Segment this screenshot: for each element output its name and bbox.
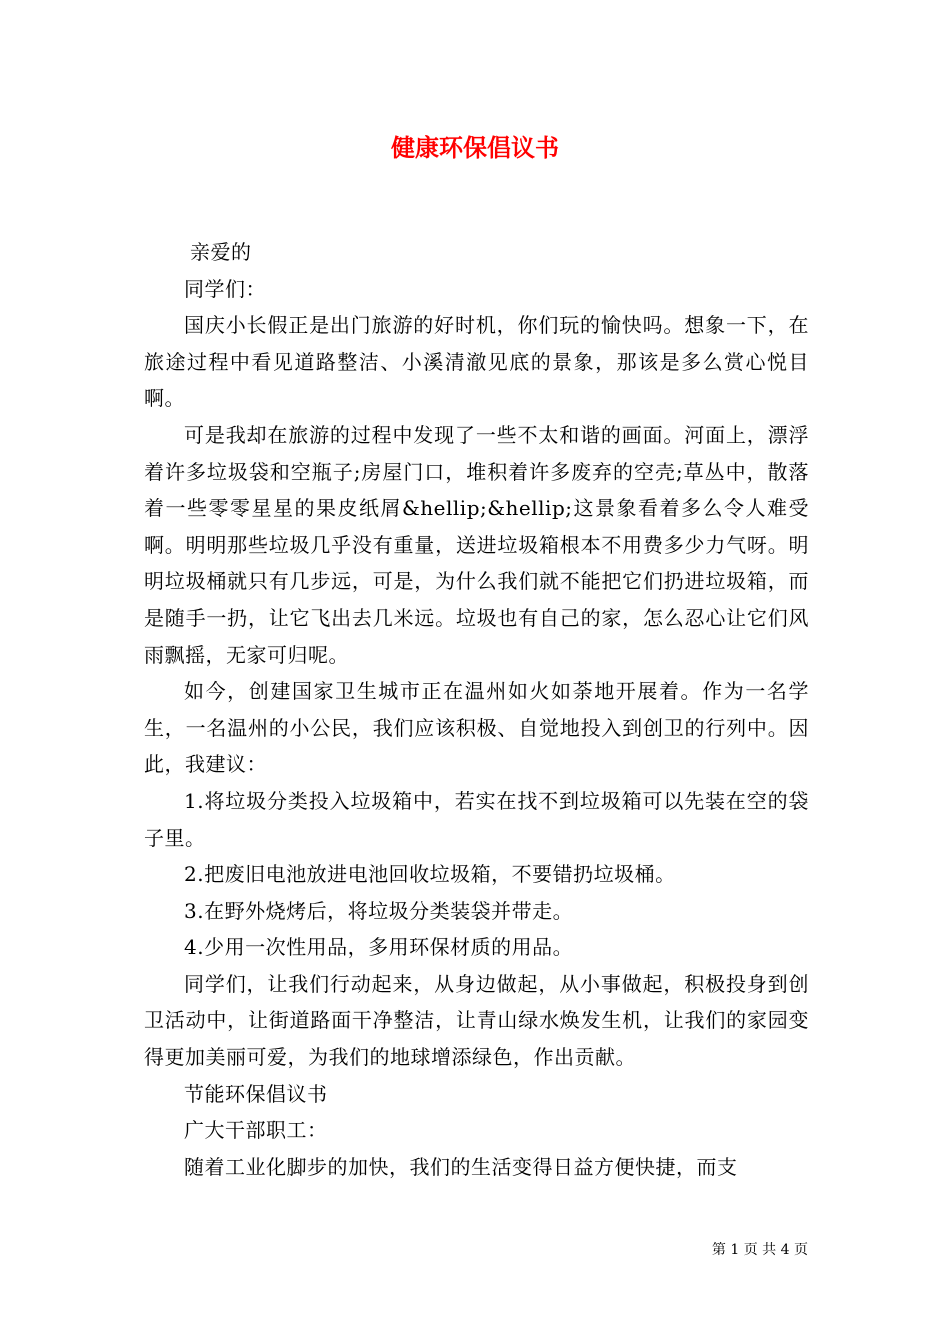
suggestion-item-1: 1.将垃圾分类投入垃圾箱中，若实在找不到垃圾箱可以先装在空的袋子里。 bbox=[144, 788, 809, 850]
page-number-footer: 第 1 页 共 4 页 bbox=[711, 1242, 808, 1258]
suggestion-item-3: 3.在野外烧烤后，将垃圾分类装袋并带走。 bbox=[184, 898, 574, 923]
document-title: 健康环保倡议书 bbox=[391, 133, 559, 162]
salutation-staff: 广大干部职工： bbox=[184, 1118, 328, 1143]
salutation-line-1: 亲爱的 bbox=[190, 240, 252, 264]
suggestion-item-4: 4.少用一次性用品，多用环保材质的用品。 bbox=[184, 935, 574, 960]
salutation-line-2: 同学们： bbox=[184, 276, 266, 301]
document-body bbox=[144, 234, 809, 1185]
paragraph-proposal: 如今，创建国家卫生城市正在温州如火如荼地开展着。作为一名学生，一名温州的小公民，我们应该积极、自觉地投入到创卫的行列中。因此，我建议： bbox=[144, 679, 809, 777]
paragraph-intro: 国庆小长假正是出门旅游的好时机，你们玩的愉快吗。想象一下，在旅途过程中看见道路整洁、小溪清澈见底的景象，那该是多么赏心悦目啊。 bbox=[144, 313, 809, 411]
section-heading-energy-saving: 节能环保倡议书 bbox=[184, 1081, 328, 1106]
paragraph-continued: 随着工业化脚步的加快，我们的生活变得日益方便快捷，而支 bbox=[184, 1154, 738, 1179]
paragraph-observation: 可是我却在旅游的过程中发现了一些不太和谐的画面。河面上，漂浮着许多垃圾袋和空瓶子;房屋门口，堆积着许多废弃的空壳;草丛中，散落着一些零零星星的果皮纸屑&hellip;&hellip;这景象看着多么令人难受啊。明明那些垃圾几乎没有重量，送进垃圾箱根本不用费多少力气呀。明明垃圾桶就只有几步远，可是，为什么我们就不能把它们扔进垃圾箱，而是随手一扔，让它飞出去几米远。垃圾也有自己的家，怎么忍心让它们风雨飘摇，无家可归呢。 bbox=[144, 422, 809, 667]
suggestion-item-2: 2.把废旧电池放进电池回收垃圾箱，不要错扔垃圾桶。 bbox=[184, 862, 676, 887]
paragraph-call-to-action: 同学们，让我们行动起来，从身边做起，从小事做起，积极投身到创卫活动中，让街道路面干净整洁，让青山绿水焕发生机，让我们的家园变得更加美丽可爱，为我们的地球增添绿色，作出贡献。 bbox=[144, 971, 809, 1070]
